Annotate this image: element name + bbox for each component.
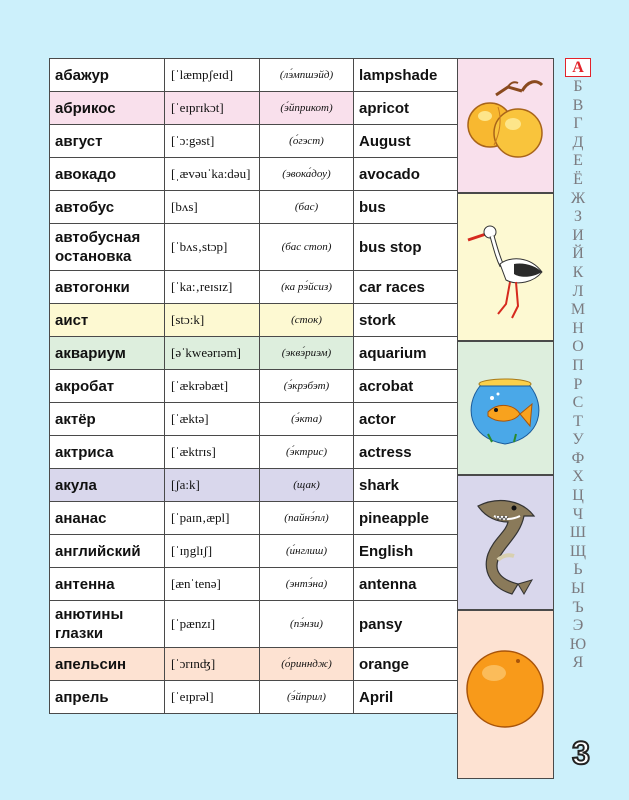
russian-word: август [50, 125, 165, 158]
russian-word: абрикос [50, 92, 165, 125]
alphabet-letter[interactable]: П [572, 356, 584, 374]
dictionary-row [50, 59, 458, 92]
english-word: orange [354, 648, 458, 681]
russian-word: актриса [50, 436, 165, 469]
shark-picture [457, 475, 554, 610]
russian-word: автобусная остановка [50, 224, 165, 271]
english-word: lampshade [354, 59, 458, 92]
transcription: [ˈpænzɪ] [165, 601, 260, 648]
alphabet-letter[interactable]: О [572, 338, 584, 356]
russian-transcription: (лэ́мпшэйд) [260, 59, 354, 92]
russian-transcription: (бас) [260, 191, 354, 224]
alphabet-letter[interactable]: Р [573, 375, 583, 393]
russian-word: анютины глазки [50, 601, 165, 648]
english-word: pansy [354, 601, 458, 648]
shark-icon [458, 476, 553, 609]
transcription: [ˈæktə] [165, 403, 260, 436]
dictionary-row [50, 370, 458, 403]
alphabet-letter[interactable]: З [573, 208, 582, 226]
transcription: [ˈlæmpʃeɪd] [165, 59, 260, 92]
alphabet-letter[interactable]: Ж [570, 189, 586, 207]
transcription: [ˈeɪprɪkɔt] [165, 92, 260, 125]
russian-word: авокадо [50, 158, 165, 191]
dictionary-row [50, 125, 458, 158]
apricot-icon [458, 59, 553, 192]
alphabet-letter[interactable]: Й [572, 245, 584, 263]
alphabet-letter[interactable]: Ш [569, 524, 587, 542]
english-word: actor [354, 403, 458, 436]
transcription: [ænˈtenə] [165, 568, 260, 601]
transcription: [ˌævəuˈka:dəu] [165, 158, 260, 191]
alphabet-letter[interactable]: Ф [571, 449, 585, 467]
russian-transcription: (пэ́нзи) [260, 601, 354, 648]
alphabet-letter[interactable]: Ё [573, 170, 583, 188]
english-word: August [354, 125, 458, 158]
english-word: bus stop [354, 224, 458, 271]
apricot-picture [457, 58, 554, 193]
russian-transcription: (э́йприл) [260, 681, 354, 714]
transcription: [ˈɔ:gəst] [165, 125, 260, 158]
dictionary-row [50, 191, 458, 224]
alphabet-letter[interactable]: М [570, 301, 586, 319]
dictionary-row [50, 158, 458, 191]
russian-transcription: (эвока́доу) [260, 158, 354, 191]
english-word: apricot [354, 92, 458, 125]
russian-word: аквариум [50, 337, 165, 370]
alphabet-letter[interactable]: Ь [573, 561, 583, 579]
transcription: [ˈækrəbæt] [165, 370, 260, 403]
russian-word: абажур [50, 59, 165, 92]
transcription: [stɔ:k] [165, 304, 260, 337]
dictionary-row [50, 224, 458, 271]
aquarium-picture [457, 341, 554, 475]
alphabet-letter[interactable]: К [572, 263, 584, 281]
russian-word: апрель [50, 681, 165, 714]
dictionary-row [50, 568, 458, 601]
alphabet-letter[interactable]: Ч [572, 505, 584, 523]
russian-word: английский [50, 535, 165, 568]
dictionary-row [50, 648, 458, 681]
alphabet-letter[interactable]: Ъ [572, 598, 584, 616]
transcription: [ˈeɪprəl] [165, 681, 260, 714]
english-word: car races [354, 271, 458, 304]
russian-word: автобус [50, 191, 165, 224]
english-word: actress [354, 436, 458, 469]
transcription: [ˈæktrɪs] [165, 436, 260, 469]
russian-word: актёр [50, 403, 165, 436]
alphabet-letter[interactable]: В [572, 96, 584, 114]
transcription: [bʌs] [165, 191, 260, 224]
english-word: April [354, 681, 458, 714]
stork-icon [458, 194, 553, 340]
transcription: [ʃa:k] [165, 469, 260, 502]
alphabet-letter[interactable]: Н [572, 319, 584, 337]
dictionary-table [49, 58, 458, 714]
english-word: bus [354, 191, 458, 224]
transcription: [ˈɪŋglɪʃ] [165, 535, 260, 568]
dictionary-row [50, 337, 458, 370]
russian-transcription: (бас стоп) [260, 224, 354, 271]
transcription: [əˈkweərɪəm] [165, 337, 260, 370]
russian-transcription: (о́гэст) [260, 125, 354, 158]
english-word: stork [354, 304, 458, 337]
english-word: shark [354, 469, 458, 502]
dictionary-row [50, 92, 458, 125]
english-word: antenna [354, 568, 458, 601]
alphabet-letter[interactable]: Г [573, 115, 583, 133]
english-word: aquarium [354, 337, 458, 370]
alphabet-letter[interactable]: Л [572, 282, 584, 300]
russian-transcription: (ка рэ́йсиз) [260, 271, 354, 304]
alphabet-letter[interactable]: Ю [569, 635, 587, 653]
dictionary-row [50, 469, 458, 502]
orange-icon [458, 611, 553, 778]
alphabet-letter[interactable]: А [565, 58, 591, 77]
russian-word: антенна [50, 568, 165, 601]
dictionary-row [50, 271, 458, 304]
alphabet-letter[interactable]: Е [573, 152, 583, 170]
russian-transcription: (сток) [260, 304, 354, 337]
transcription: [ˈka:‚reɪsɪz] [165, 271, 260, 304]
alphabet-letter[interactable]: Я [572, 654, 584, 672]
alphabet-letter[interactable]: Д [572, 133, 584, 151]
russian-word: ананас [50, 502, 165, 535]
english-word: avocado [354, 158, 458, 191]
russian-word: апельсин [50, 648, 165, 681]
alphabet-letter[interactable]: Щ [569, 542, 587, 560]
dictionary-row [50, 436, 458, 469]
alphabet-index [565, 58, 591, 673]
english-word: acrobat [354, 370, 458, 403]
russian-transcription: (энтэ́на) [260, 568, 354, 601]
alphabet-letter[interactable]: Б [573, 78, 583, 95]
transcription: [ˈɔrɪnʤ] [165, 648, 260, 681]
russian-word: аист [50, 304, 165, 337]
russian-word: акробат [50, 370, 165, 403]
russian-word: автогонки [50, 271, 165, 304]
dictionary-row [50, 681, 458, 714]
dictionary-row [50, 601, 458, 648]
page-number: 3 [572, 735, 590, 771]
alphabet-letter[interactable]: С [572, 394, 584, 412]
stork-picture [457, 193, 554, 341]
alphabet-letter[interactable]: Ц [572, 487, 584, 505]
russian-transcription: (пайнэ́пл) [260, 502, 354, 535]
alphabet-letter[interactable]: У [572, 431, 584, 449]
dictionary-row [50, 502, 458, 535]
transcription: [ˈbʌs‚stɔp] [165, 224, 260, 271]
english-word: pineapple [354, 502, 458, 535]
russian-transcription: (о́ринндж) [260, 648, 354, 681]
orange-picture [457, 610, 554, 779]
dictionary-row [50, 403, 458, 436]
english-word: English [354, 535, 458, 568]
transcription: [ˈpaɪn‚æpl] [165, 502, 260, 535]
aquarium-icon [458, 342, 553, 474]
russian-transcription: (э́кта) [260, 403, 354, 436]
alphabet-letter[interactable]: Ы [571, 580, 585, 598]
russian-transcription: (щак) [260, 469, 354, 502]
russian-transcription: (э́крэбэт) [260, 370, 354, 403]
russian-transcription: (эквэ́риэм) [260, 337, 354, 370]
alphabet-letter[interactable]: Т [573, 412, 583, 430]
dictionary-row [50, 304, 458, 337]
dictionary-row [50, 535, 458, 568]
alphabet-letter[interactable]: Э [572, 617, 584, 635]
russian-transcription: (э́ктрис) [260, 436, 354, 469]
alphabet-letter[interactable]: Х [572, 468, 584, 486]
russian-transcription: (э́йприкот) [260, 92, 354, 125]
russian-word: акула [50, 469, 165, 502]
alphabet-letter[interactable]: И [572, 226, 584, 244]
russian-transcription: (и́нглиш) [260, 535, 354, 568]
